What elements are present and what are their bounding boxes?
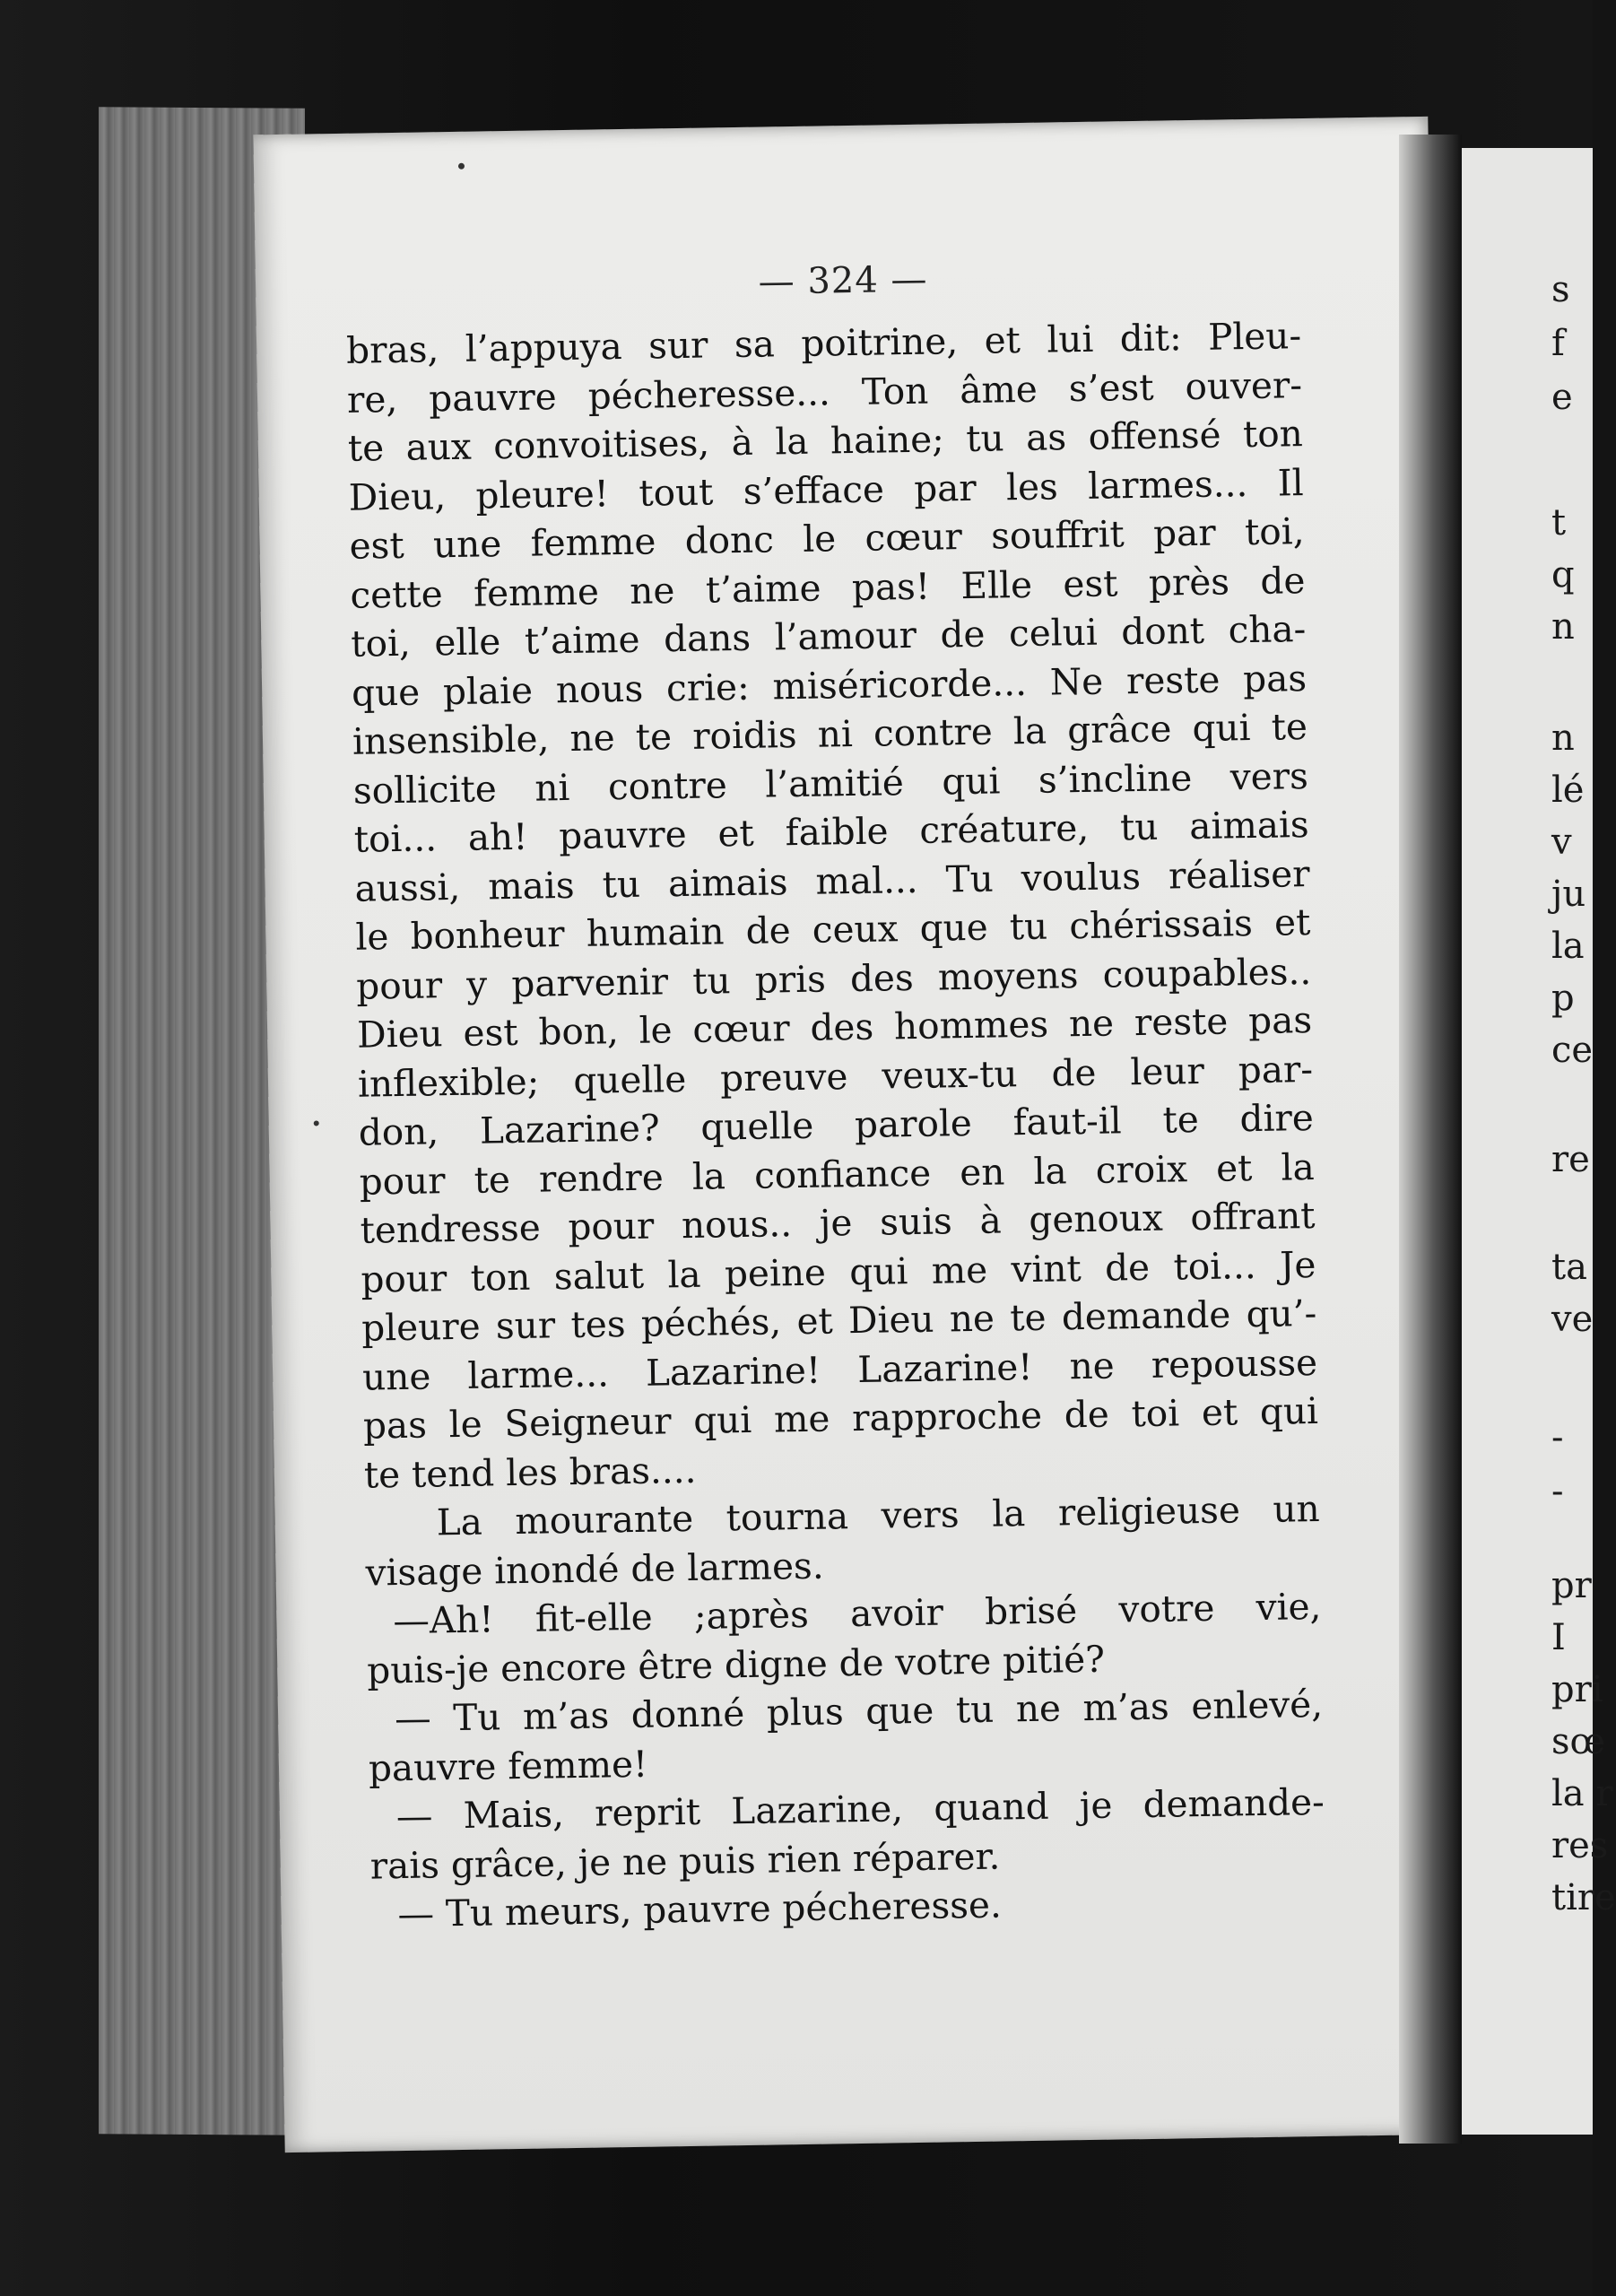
- text-line: pour ton salut la peine qui me vint de toi... Je: [361, 1242, 1316, 1301]
- text-line: est une femme donc le cœur souffrit par toi,: [349, 509, 1305, 568]
- text-line: pas le Seigneur qui me rapproche de toi et qui: [362, 1388, 1319, 1448]
- facing-page-text-fragment: -: [1551, 1417, 1564, 1458]
- facing-page-fragment: [1462, 148, 1616, 2135]
- text-line: tendresse pour nous.. je suis à genoux offrant: [360, 1193, 1316, 1252]
- facing-page-text-fragment: t: [1551, 502, 1567, 544]
- text-line: — Tu meurs, pauvre pécheresse.: [397, 1883, 1003, 1936]
- text-line: Dieu, pleure! tout s’efface par les larmes... Il: [348, 460, 1305, 519]
- text-line: pauvre femme!: [368, 1742, 648, 1790]
- text-line: pour y parvenir tu pris des moyens coupables..: [355, 949, 1312, 1008]
- text-line: sollicite ni contre l’amitié qui s’incline vers: [352, 753, 1309, 813]
- text-line: insensible, ne te roidis ni contre la grâce qui te: [352, 705, 1308, 763]
- text-line: aussi, mais tu aimais mal... Tu voulus réaliser: [354, 851, 1310, 910]
- book-gutter: [1399, 135, 1462, 2144]
- text-line: toi... ah! pauvre et faible créature, tu aimais: [353, 803, 1310, 861]
- text-line: visage inondé de larmes.: [365, 1544, 824, 1595]
- text-line: — Tu m’as donné plus que tu ne m’as enlevé,: [394, 1682, 1324, 1741]
- facing-page-text-fragment: sœ: [1551, 1721, 1606, 1762]
- facing-page-text-fragment: tire: [1551, 1877, 1616, 1918]
- text-line: La mourante tourna vers la religieuse un: [436, 1486, 1320, 1544]
- facing-page-text-fragment: p: [1551, 978, 1575, 1019]
- text-line: don, Lazarine? quelle parole faut-il te dire: [358, 1095, 1315, 1154]
- text-line: bras, l’appuya sur sa poitrine, et lui dit: Pleu-: [345, 314, 1302, 372]
- page-number: — 324 —: [758, 258, 928, 303]
- text-line: inflexible; quelle preuve veux-tu de leur par-: [357, 1047, 1314, 1106]
- facing-page-text-fragment: -: [1551, 1471, 1564, 1512]
- facing-page-text-fragment: s: [1551, 269, 1570, 310]
- facing-page-text-fragment: la r: [1551, 1773, 1613, 1814]
- facing-page-text-fragment: e: [1551, 377, 1573, 418]
- facing-page-text-fragment: q: [1551, 554, 1575, 596]
- facing-page-text-fragment: res: [1551, 1825, 1609, 1866]
- facing-page-text-fragment: la: [1551, 926, 1585, 967]
- facing-page-text-fragment: pr: [1551, 1565, 1592, 1606]
- facing-page-text-fragment: ta: [1551, 1247, 1587, 1288]
- text-line: Dieu est bon, le cœur des hommes ne reste pas: [356, 998, 1313, 1057]
- facing-page-text-fragment: re: [1551, 1139, 1590, 1180]
- text-line: que plaie nous crie: miséricorde... Ne reste pas: [351, 656, 1308, 715]
- facing-page-text-fragment: v: [1551, 822, 1572, 863]
- text-line: te tend les bras....: [363, 1448, 697, 1497]
- facing-page-text-fragment: I: [1551, 1617, 1566, 1658]
- facing-page-text-fragment: n: [1551, 718, 1575, 759]
- facing-page-text-fragment: n: [1551, 606, 1575, 648]
- text-line: une larme... Lazarine! Lazarine! ne repousse: [361, 1340, 1318, 1399]
- facing-page-text-fragment: ce: [1551, 1030, 1594, 1071]
- text-line: — Mais, reprit Lazarine, quand je demande-: [395, 1779, 1325, 1839]
- text-line: rais grâce, je ne puis rien réparer.: [369, 1834, 1001, 1888]
- text-line: —Ah! fit-elle ;après avoir brisé votre vie,: [393, 1584, 1322, 1643]
- text-line: le bonheur humain de ceux que tu chérissais et: [355, 900, 1311, 959]
- scan-speck: [458, 163, 465, 170]
- text-line: toi, elle t’aime dans l’amour de celui dont cha-: [350, 607, 1307, 665]
- book-page-324: [253, 117, 1459, 2152]
- text-line: te aux convoitises, à la haine; tu as offensé ton: [347, 412, 1304, 470]
- facing-page-text-fragment: ju: [1551, 874, 1586, 915]
- text-line: re, pauvre pécheresse... Ton âme s’est ouver-: [346, 362, 1303, 422]
- facing-page-text-fragment: pri: [1551, 1669, 1603, 1710]
- facing-page-text-fragment: ve: [1551, 1299, 1594, 1340]
- text-line: pleure sur tes péchés, et Dieu ne te demande qu’-: [361, 1291, 1317, 1350]
- text-line: cette femme ne t’aime pas! Elle est près de: [350, 558, 1306, 617]
- page-text-block: [346, 311, 1326, 1939]
- facing-page-text-fragment: lé: [1551, 770, 1585, 811]
- text-line: pour te rendre la confiance en la croix et la: [359, 1144, 1315, 1204]
- facing-page-text-fragment: f: [1551, 323, 1565, 364]
- text-line: puis-je encore être digne de votre pitié?: [366, 1637, 1106, 1692]
- scan-speck: [314, 1120, 319, 1126]
